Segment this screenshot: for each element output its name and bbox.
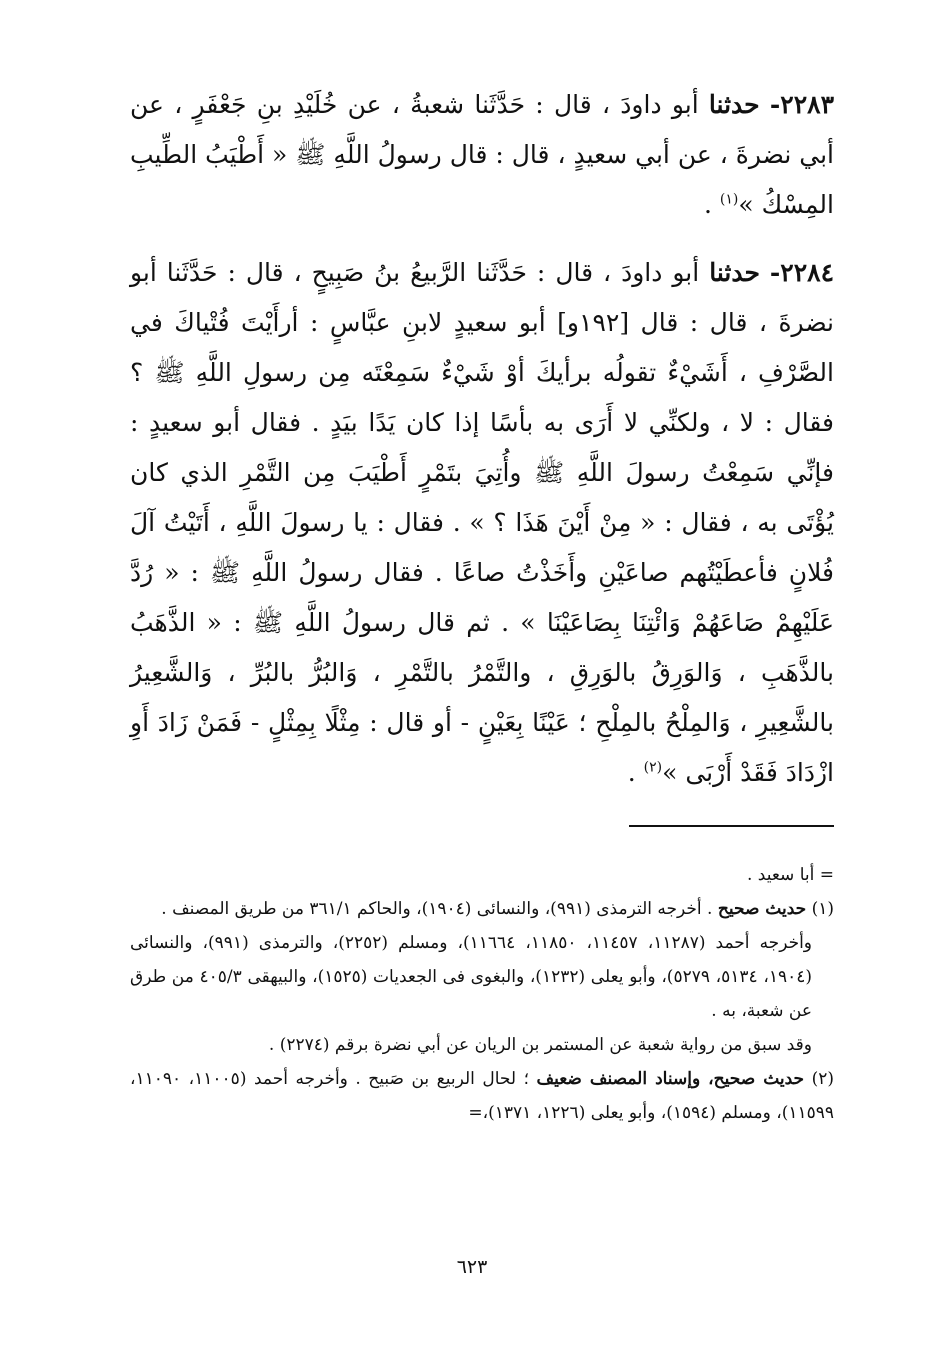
footnote-1-para-3: وقد سبق من رواية شعبة عن المستمر بن الريان عن أبي نضرة برقم (٢٢٧٤) . bbox=[268, 1035, 812, 1055]
footnote-carryover: = أبا سعيد . bbox=[747, 865, 834, 885]
hadith-2283 bbox=[130, 80, 834, 230]
footnote-text: ؛ لحال الربيع بن صَبيح . وأخرجه أحمد (١١٠٠٥، ١١٠٩٠، ١١٥٩٩)، ومسلم (١٥٩٤)، وأبو يعلى (١٢٢٦، ١٣٧١)،= bbox=[130, 1069, 834, 1123]
footnote-marker: (٢) bbox=[811, 1069, 834, 1089]
hadith-text: أبو داودَ ، قال : حَدَّثَنا الرَّبيعُ بنُ صَبِيحٍ ، قال : حَدَّثَنا أبو نضرةَ ، قال : قال [١٩٢و] أبو سعيدٍ لابنِ عبَّاسٍ : أرأَيْتَ فُتْياكَ في الصَّرْفِ ، أَشَيْءٌ تقولُه برأيكَ أوْ شَيْءٌ سَمِعْتَه مِن رسولِ اللَّهِ ﷺ ؟ فقال : لا ، ولكنِّي لا أَرَى به بأسًا إذا كان يَدًا بيَدٍ . فقال أبو سعيدٍ : فإنِّي سَمِعْتُ رسولَ اللَّهِ ﷺ وأُتِيَ بتَمْرٍ أَطْيَبَ مِن التَّمْرِ الذي كان يُؤْتَى به ، فقال : « مِنْ أَيْنَ هَذَا ؟ » . فقال : يا رسولَ اللَّهِ ، أَتَيْتُ آلَ فُلانٍ فأعطَيْتُهم صاعَيْنِ وأَخَذْتُ صاعًا . فقال رسولُ اللَّهِ ﷺ : « رُدَّ عَلَيْهِمْ صَاعَهُمْ وَائْتِنَا بِصَاعَيْنَا » . ثم قال رسولُ اللَّهِ ﷺ : « الذَّهَبُ بالذَّهَبِ ، وَالوَرِقُ بالوَرِقِ ، والتَّمْرُ بالتَّمْرِ ، وَالبُرُّ بالبُرِّ ، وَالشَّعِيرُ بالشَّعِيرِ ، وَالمِلْحُ بالمِلْحِ ؛ عَيْنًا بِعَيْنٍ - أو قال : مِثْلًا بِمِثْلٍ - فَمَنْ زَادَ أَوِ ازْدَادَ فَقَدْ أَرْبَى » bbox=[130, 258, 834, 787]
hadith-lead: حدثنا bbox=[708, 90, 760, 119]
hadith-text: أبو داودَ ، قال : حَدَّثَنا شعبةُ ، عن خُلَيْدِ بنِ جَعْفَرٍ ، عن أبي نضرةَ ، عن أبي سعيدٍ ، قال : قال رسولُ اللَّهِ ﷺ « أَطْيَبُ الطِّيبِ المِسْكُ » bbox=[130, 90, 834, 219]
hadith-number: ٢٢٨٣- bbox=[769, 90, 834, 119]
hadith-2284 bbox=[130, 248, 834, 798]
hadith-end: . bbox=[627, 758, 644, 787]
page-number: ٦٢٣ bbox=[456, 1256, 488, 1278]
footnote-grade: حديث صحيح، وإسناد المصنف ضعيف bbox=[536, 1069, 805, 1089]
footnote-grade: حديث صحيح bbox=[717, 899, 807, 919]
footnote-1-para-2: وأخرجه أحمد (١١٢٨٧، ١١٤٥٧، ١١٨٥٠، ١١٦٦٤)، ومسلم (٢٢٥٢)، والترمذى (٩٩١)، والنسائى (١٩٠٤، ٥١٣٤، ٥٢٧٩)، وأبو يعلى (١٢٣٢)، والبغوى فى الجعديات (١٥٢٥)، والبيهقى ٤٠٥/٣ من طرق عن شعبة، به . bbox=[130, 933, 813, 1021]
footnote-1 bbox=[130, 892, 834, 926]
footnote-2 bbox=[130, 1062, 834, 1130]
footnote-ref-1: (١) bbox=[719, 191, 739, 208]
hadith-end: . bbox=[703, 190, 720, 219]
hadith-lead: حدثنا bbox=[709, 258, 760, 287]
main-text bbox=[130, 80, 834, 798]
footnote-ref-2: (٢) bbox=[643, 759, 663, 776]
footnote-text: . أخرجه الترمذى (٩٩١)، والنسائى (١٩٠٤)، والحاكم ٣٦١/١ من طريق المصنف . bbox=[161, 899, 718, 919]
footnote-marker: (١) bbox=[811, 899, 834, 919]
footnote-divider bbox=[629, 825, 834, 827]
footnotes bbox=[130, 858, 834, 1130]
hadith-number: ٢٢٨٤- bbox=[769, 258, 835, 287]
